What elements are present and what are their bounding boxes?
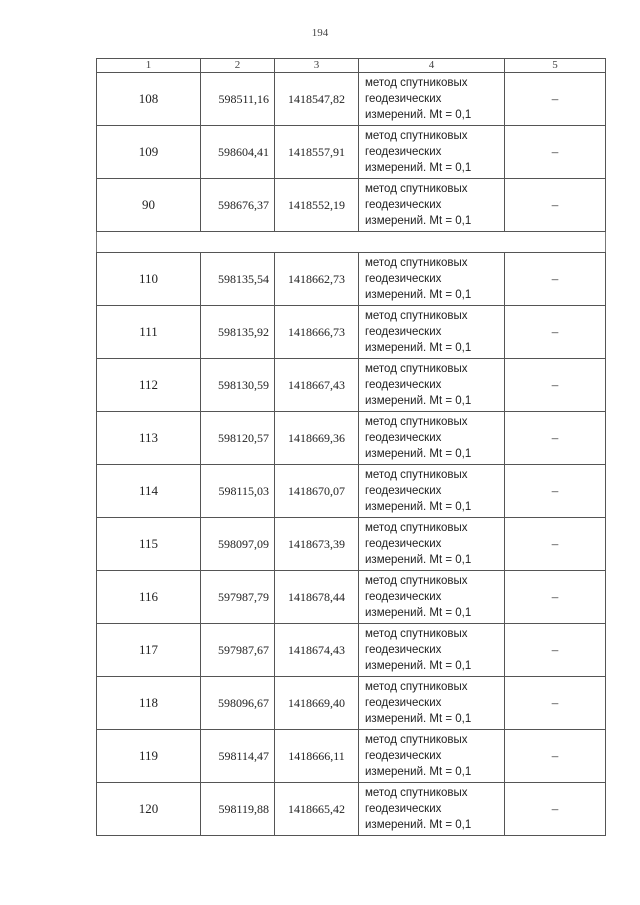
note-cell: –	[505, 677, 606, 730]
method-line: геодезических	[365, 803, 442, 815]
x-coordinate-cell: 598511,16	[201, 73, 275, 126]
note-cell: –	[505, 73, 606, 126]
x-coordinate-cell: 597987,79	[201, 571, 275, 624]
method-line: метод спутниковых	[365, 77, 468, 89]
method-cell	[359, 783, 505, 836]
method-line: геодезических	[365, 485, 442, 497]
table-section-a	[97, 73, 606, 232]
point-number-cell: 112	[97, 359, 201, 412]
y-coordinate-cell: 1418547,82	[275, 73, 359, 126]
y-coordinate-cell: 1418673,39	[275, 518, 359, 571]
y-coordinate-cell: 1418552,19	[275, 179, 359, 232]
method-line: метод спутниковых	[365, 628, 468, 640]
method-line: измерений. Mt = 0,1	[365, 554, 472, 566]
method-line: метод спутниковых	[365, 416, 468, 428]
point-number-cell: 113	[97, 412, 201, 465]
point-number-cell: 116	[97, 571, 201, 624]
method-line: геодезических	[365, 273, 442, 285]
table-row	[97, 624, 606, 677]
note-cell: –	[505, 306, 606, 359]
method-line: геодезических	[365, 591, 442, 603]
method-line: метод спутниковых	[365, 575, 468, 587]
column-header-4: 4	[359, 59, 505, 73]
table-row	[97, 306, 606, 359]
method-cell	[359, 126, 505, 179]
y-coordinate-cell: 1418670,07	[275, 465, 359, 518]
method-line: геодезических	[365, 644, 442, 656]
method-line: геодезических	[365, 93, 442, 105]
y-coordinate-cell: 1418669,36	[275, 412, 359, 465]
method-line: измерений. Mt = 0,1	[365, 448, 472, 460]
point-number-cell: 118	[97, 677, 201, 730]
point-number-cell: 109	[97, 126, 201, 179]
y-coordinate-cell: 1418666,11	[275, 730, 359, 783]
note-cell: –	[505, 359, 606, 412]
method-cell	[359, 73, 505, 126]
note-cell: –	[505, 571, 606, 624]
table-row	[97, 179, 606, 232]
note-cell: –	[505, 730, 606, 783]
point-number-cell: 115	[97, 518, 201, 571]
method-cell	[359, 624, 505, 677]
method-line: измерений. Mt = 0,1	[365, 162, 472, 174]
point-number-cell: 108	[97, 73, 201, 126]
point-number-cell: 90	[97, 179, 201, 232]
note-cell: –	[505, 126, 606, 179]
y-coordinate-cell: 1418667,43	[275, 359, 359, 412]
coordinates-table	[96, 58, 606, 836]
method-line: метод спутниковых	[365, 363, 468, 375]
y-coordinate-cell: 1418665,42	[275, 783, 359, 836]
method-line: метод спутниковых	[365, 310, 468, 322]
method-cell	[359, 571, 505, 624]
column-header-1: 1	[97, 59, 201, 73]
method-line: геодезических	[365, 199, 442, 211]
y-coordinate-cell: 1418557,91	[275, 126, 359, 179]
table-row	[97, 73, 606, 126]
method-line: метод спутниковых	[365, 257, 468, 269]
note-cell: –	[505, 253, 606, 306]
method-line: геодезических	[365, 538, 442, 550]
point-number-cell: 120	[97, 783, 201, 836]
method-line: метод спутниковых	[365, 522, 468, 534]
point-number-cell: 110	[97, 253, 201, 306]
method-cell	[359, 677, 505, 730]
method-line: метод спутниковых	[365, 734, 468, 746]
x-coordinate-cell: 598135,92	[201, 306, 275, 359]
method-line: измерений. Mt = 0,1	[365, 766, 472, 778]
point-number-cell: 117	[97, 624, 201, 677]
note-cell: –	[505, 783, 606, 836]
table-row	[97, 730, 606, 783]
separator-row	[97, 232, 606, 253]
method-cell	[359, 730, 505, 783]
method-line: измерений. Mt = 0,1	[365, 607, 472, 619]
x-coordinate-cell: 598115,03	[201, 465, 275, 518]
point-number-cell: 111	[97, 306, 201, 359]
note-cell: –	[505, 624, 606, 677]
y-coordinate-cell: 1418678,44	[275, 571, 359, 624]
table-row	[97, 518, 606, 571]
x-coordinate-cell: 598676,37	[201, 179, 275, 232]
header-row	[97, 59, 606, 73]
method-line: измерений. Mt = 0,1	[365, 215, 472, 227]
page-number: 194	[311, 27, 329, 39]
method-line: измерений. Mt = 0,1	[365, 289, 472, 301]
method-line: измерений. Mt = 0,1	[365, 713, 472, 725]
table-row	[97, 253, 606, 306]
method-line: измерений. Mt = 0,1	[365, 342, 472, 354]
note-cell: –	[505, 465, 606, 518]
note-cell: –	[505, 518, 606, 571]
note-cell: –	[505, 179, 606, 232]
method-line: измерений. Mt = 0,1	[365, 109, 472, 121]
column-header-2: 2	[201, 59, 275, 73]
point-number-cell: 114	[97, 465, 201, 518]
table-section-b	[97, 253, 606, 836]
x-coordinate-cell: 598135,54	[201, 253, 275, 306]
column-header-5: 5	[505, 59, 606, 73]
y-coordinate-cell: 1418674,43	[275, 624, 359, 677]
method-cell	[359, 412, 505, 465]
table-row	[97, 571, 606, 624]
y-coordinate-cell: 1418669,40	[275, 677, 359, 730]
method-line: измерений. Mt = 0,1	[365, 819, 472, 831]
method-line: измерений. Mt = 0,1	[365, 395, 472, 407]
method-line: метод спутниковых	[365, 787, 468, 799]
table-row	[97, 465, 606, 518]
x-coordinate-cell: 598096,67	[201, 677, 275, 730]
method-line: геодезических	[365, 697, 442, 709]
x-coordinate-cell: 598604,41	[201, 126, 275, 179]
method-line: измерений. Mt = 0,1	[365, 660, 472, 672]
table-row	[97, 677, 606, 730]
table-row	[97, 412, 606, 465]
x-coordinate-cell: 598097,09	[201, 518, 275, 571]
method-cell	[359, 253, 505, 306]
method-line: геодезических	[365, 146, 442, 158]
method-line: метод спутниковых	[365, 681, 468, 693]
y-coordinate-cell: 1418666,73	[275, 306, 359, 359]
method-cell	[359, 465, 505, 518]
method-line: измерений. Mt = 0,1	[365, 501, 472, 513]
method-cell	[359, 518, 505, 571]
section-separator	[97, 232, 606, 253]
x-coordinate-cell: 598119,88	[201, 783, 275, 836]
method-line: геодезических	[365, 432, 442, 444]
method-cell	[359, 179, 505, 232]
x-coordinate-cell: 598114,47	[201, 730, 275, 783]
x-coordinate-cell: 598120,57	[201, 412, 275, 465]
method-line: метод спутниковых	[365, 469, 468, 481]
column-header-3: 3	[275, 59, 359, 73]
method-line: метод спутниковых	[365, 183, 468, 195]
method-line: метод спутниковых	[365, 130, 468, 142]
x-coordinate-cell: 597987,67	[201, 624, 275, 677]
method-cell	[359, 306, 505, 359]
note-cell: –	[505, 412, 606, 465]
x-coordinate-cell: 598130,59	[201, 359, 275, 412]
method-line: геодезических	[365, 326, 442, 338]
table-row	[97, 359, 606, 412]
method-line: геодезических	[365, 379, 442, 391]
y-coordinate-cell: 1418662,73	[275, 253, 359, 306]
table-row	[97, 783, 606, 836]
table-row	[97, 126, 606, 179]
method-cell	[359, 359, 505, 412]
point-number-cell: 119	[97, 730, 201, 783]
method-line: геодезических	[365, 750, 442, 762]
